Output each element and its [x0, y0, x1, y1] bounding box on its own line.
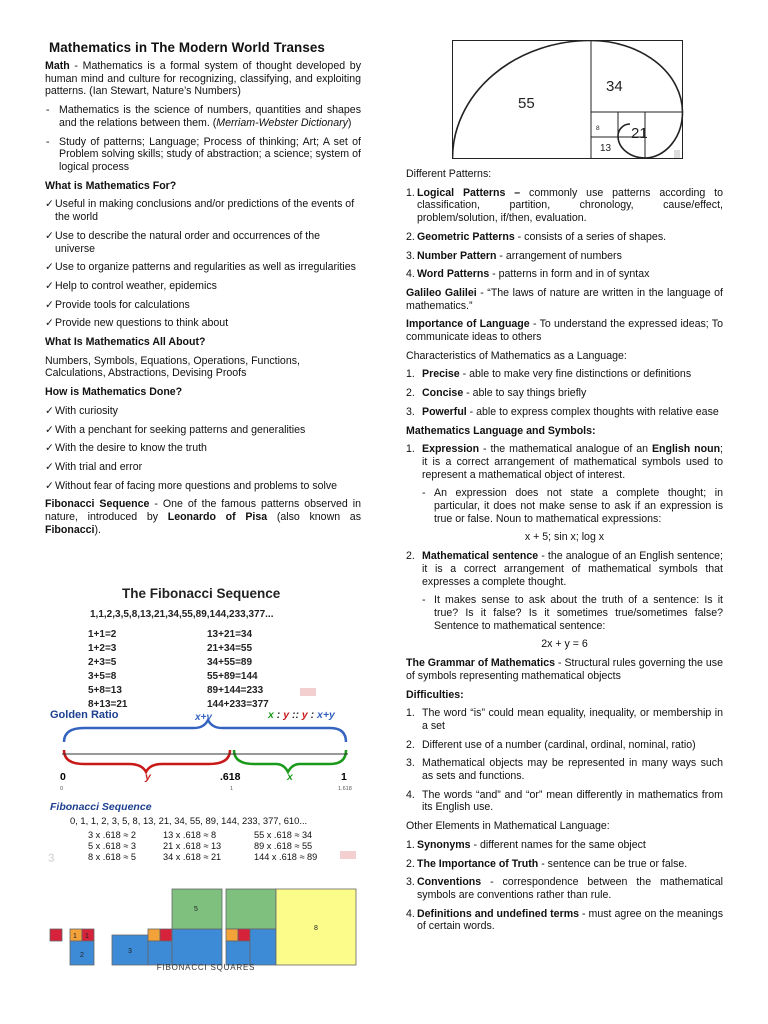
pattern-item: 3. Number Pattern - arrangement of numbers [406, 249, 622, 262]
characteristic-item: 1. Precise - able to make very fine distinctions or definitions [406, 368, 692, 381]
square-2 [226, 941, 250, 965]
checkmark-icon: ✓ [45, 261, 54, 274]
page-mark: 3 [48, 851, 55, 865]
axis-618: .618 [220, 771, 241, 783]
checkmark-icon: ✓ [45, 198, 54, 211]
section-heading-done: How is Mathematics Done? [45, 386, 183, 399]
figure-sequence: 1,1,2,3,5,8,13,21,34,55,89,144,233,377... [90, 609, 274, 620]
spiral-label: 55 [518, 95, 535, 112]
check-item: ✓ Provide new questions to think about [45, 317, 229, 330]
patterns-heading: Different Patterns: [406, 168, 492, 180]
expression-example: x + 5; sin x; log x [524, 531, 605, 544]
characteristic-item: 3. Powerful - able to express complex thoughts with relative ease [406, 405, 719, 418]
xy-label: x+y [195, 712, 212, 723]
math-definition: Math - Mathematics is a formal system of thought developed by human mind and culture for recognizing, classifying, and exploiting patterns. (Ian Stewart, Nature’s Numbers) [45, 60, 361, 98]
pattern-item: 1. Logical Patterns – commonly use patterns according to classification, partition, chronology, cause/effect, problem/solution, if/then, evaluation. [406, 186, 723, 225]
symbols-heading: Mathematics Language and Symbols: [406, 424, 596, 437]
x-brace [234, 750, 346, 772]
difficulty-item: 4. The words “and” and “or” mean differently in mathematics from its English use. [406, 788, 723, 814]
axis-one: 1 [341, 771, 347, 783]
definition-item: - Mathematics is the science of numbers, quantities and shapes and the relations between them. (Merriam-Webster Dictionary) [46, 104, 361, 129]
watermark-icon [300, 688, 316, 696]
check-item: ✓ Provide tools for calculations [45, 298, 190, 311]
figure-title: The Fibonacci Sequence [122, 586, 281, 601]
y-brace [64, 750, 230, 772]
section-heading-for: What is Mathematics For? [45, 179, 177, 192]
sentence-note: - It makes sense to ask about the truth of a sentence: Is it true? Is it false? Is it sometimes true/sometimes false? Sentence to mathematical sentence: [422, 594, 723, 632]
check-item: ✓ Help to control weather, epidemics [45, 279, 217, 292]
sentence-example: 2x + y = 6 [541, 638, 588, 651]
checkmark-icon: ✓ [45, 317, 54, 330]
ratio-formula: x : y :: y : x+y [268, 709, 335, 721]
galileo-quote: Galileo Galilei - “The laws of nature are written in the language of mathematics.” [406, 286, 723, 312]
sum-right: 55+89=144 [207, 671, 258, 682]
axis-x: x [287, 771, 293, 783]
about-text: Numbers, Symbols, Equations, Operations, Functions, Calculations, Abstractions, Devising Proofs [45, 354, 300, 380]
checkmark-icon: ✓ [45, 423, 54, 436]
section-heading-about: What Is Mathematics All About? [45, 336, 206, 349]
sum-left: 2+3=5 [88, 657, 117, 668]
mult-item: 34 x .618 ≈ 21 [163, 852, 222, 862]
axis-zero-small: 0 [60, 786, 64, 792]
golden-spiral-figure [452, 40, 684, 160]
checkmark-icon: ✓ [45, 460, 54, 473]
mult-item: 5 x .618 ≈ 3 [88, 841, 136, 851]
other-element-item: 4. Definitions and undefined terms - must agree on the meanings of certain words. [406, 907, 723, 933]
characteristics-heading: Characteristics of Mathematics as a Language: [406, 349, 627, 362]
sentence-item: 2. Mathematical sentence - the analogue of an English sentence; it is a correct arrangement of mathematical symbols that expresses a complete thought. [406, 550, 723, 588]
check-item: ✓ Useful in making conclusions and/or predictions of the events of the world [45, 198, 355, 224]
check-item: ✓ With trial and error [45, 460, 143, 473]
watermark-icon [340, 851, 356, 859]
pattern-item: 4. Word Patterns - patterns in form and in of syntax [406, 268, 650, 281]
importance-language: Importance of Language - To understand the expressed ideas; To communicate ideas to others [406, 318, 723, 344]
square-3 [250, 929, 276, 965]
other-element-item: 3. Conventions - correspondence between the mathematical symbols are conventions rather than rule. [406, 876, 723, 901]
sum-left: 1+1=2 [88, 629, 117, 640]
square-label: 5 [194, 906, 198, 913]
other-element-item: 2. The Importance of Truth - sentence can be true or false. [406, 857, 688, 870]
check-item: ✓ With curiosity [45, 404, 118, 417]
difficulty-item: 3. Mathematical objects may be represented in many ways such as sets and functions. [406, 757, 723, 783]
characteristic-item: 2. Concise - able to say things briefly [406, 387, 587, 400]
checkmark-icon: ✓ [45, 298, 54, 311]
squares-caption: FIBONACCI SQUARES [156, 963, 256, 972]
definition-item: - Study of patterns; Language; Process of thinking; Art; A set of Problem solving skills; study of abstraction; a science; system of logical process [46, 135, 361, 173]
axis-y: y [145, 771, 151, 783]
golden-ratio-label: Golden Ratio [50, 709, 119, 721]
seq-line: 0, 1, 1, 2, 3, 5, 8, 13, 21, 34, 55, 89, 144, 233, 377, 610... [70, 815, 308, 826]
sum-right: 13+21=34 [207, 629, 253, 640]
fibonacci-paragraph: Fibonacci Sequence - One of the famous patterns observed in nature, introduced by Leonardo of Pisa (also known as Fibonacci). [45, 498, 361, 536]
square-1 [50, 929, 62, 941]
spiral-label: 8 [596, 125, 600, 132]
spiral-label: 21 [631, 125, 648, 142]
axis-zero: 0 [60, 771, 66, 783]
spiral-label: 34 [606, 78, 623, 95]
mult-item: 13 x .618 ≈ 8 [163, 830, 217, 840]
square-label: 1 [85, 933, 89, 940]
check-item: ✓ Use to describe the natural order and occurrences of the universe [45, 229, 320, 255]
left-column [45, 0, 361, 542]
seq-heading: Fibonacci Sequence [50, 801, 152, 813]
mult-item: 8 x .618 ≈ 5 [88, 852, 136, 862]
fibonacci-figure [44, 584, 362, 976]
difficulty-item: 2. Different use of a number (cardinal, ordinal, nominal, ratio) [406, 738, 696, 751]
spiral-curve [453, 40, 683, 158]
square-label: 8 [314, 925, 318, 932]
checkmark-icon: ✓ [45, 404, 54, 417]
page-title: Mathematics in The Modern World Transes [49, 40, 325, 55]
spiral-label: 13 [600, 143, 612, 154]
sum-left: 5+8=13 [88, 685, 122, 696]
mult-item: 21 x .618 ≈ 13 [163, 841, 222, 851]
checkmark-icon: ✓ [45, 229, 54, 242]
right-column [406, 168, 723, 939]
expression-note: - An expression does not state a complete thought; in particular, it does not make sense to ask if an expression is true or false. Noun to mathematical expressions: [422, 487, 723, 525]
sum-left: 8+13=21 [88, 699, 128, 710]
expression-item: 1. Expression - the mathematical analogue of an English noun; it is a correct arrangement of mathematical symbols used to represent a mathematical object of interest. [406, 443, 723, 481]
square-5 [226, 889, 276, 929]
outer-rect [453, 41, 683, 159]
square-2 [148, 941, 172, 965]
axis-618-small: 1 [230, 786, 234, 792]
square-1 [148, 929, 160, 941]
checkmark-icon: ✓ [45, 442, 54, 455]
mult-item: 89 x .618 ≈ 55 [254, 841, 313, 851]
square-1 [238, 929, 250, 941]
mult-item: 3 x .618 ≈ 2 [88, 830, 136, 840]
axis-one-small: 1.618 [338, 786, 352, 792]
fibonacci-squares [50, 889, 356, 965]
mult-item: 144 x .618 ≈ 89 [254, 852, 318, 862]
sum-right: 34+55=89 [207, 657, 253, 668]
check-item: ✓ Use to organize patterns and regularities as well as irregularities [45, 261, 356, 274]
difficulties-heading: Difficulties: [406, 688, 464, 701]
checkmark-icon: ✓ [45, 479, 54, 492]
grammar-paragraph: The Grammar of Mathematics - Structural rules governing the use of symbols representing mathematical objects [406, 657, 723, 682]
square-1 [160, 929, 172, 941]
other-element-item: 1. Synonyms - different names for the same object [406, 838, 646, 851]
check-item: ✓ With a penchant for seeking patterns and generalities [45, 423, 306, 436]
sum-right: 89+144=233 [207, 685, 264, 696]
watermark-icon [674, 150, 680, 158]
difficulty-item: 1. The word “is” could mean equality, inequality, or membership in a set [406, 707, 723, 732]
checkmark-icon: ✓ [45, 279, 54, 292]
sum-right: 21+34=55 [207, 643, 253, 654]
square-label: 3 [128, 948, 132, 955]
square-1 [226, 929, 238, 941]
square-3 [172, 929, 222, 965]
check-item: ✓ With the desire to know the truth [45, 442, 207, 455]
xy-brace [64, 720, 346, 742]
check-item: ✓ Without fear of facing more questions and problems to solve [45, 479, 338, 492]
pattern-item: 2. Geometric Patterns - consists of a series of shapes. [406, 230, 667, 243]
square-label: 2 [80, 952, 84, 959]
square-label: 1 [73, 933, 77, 940]
sum-right: 144+233=377 [207, 699, 269, 710]
other-elements-heading: Other Elements in Mathematical Language: [406, 820, 610, 833]
sum-left: 3+5=8 [88, 671, 117, 682]
mult-item: 55 x .618 ≈ 34 [254, 830, 313, 840]
sum-left: 1+2=3 [88, 643, 117, 654]
